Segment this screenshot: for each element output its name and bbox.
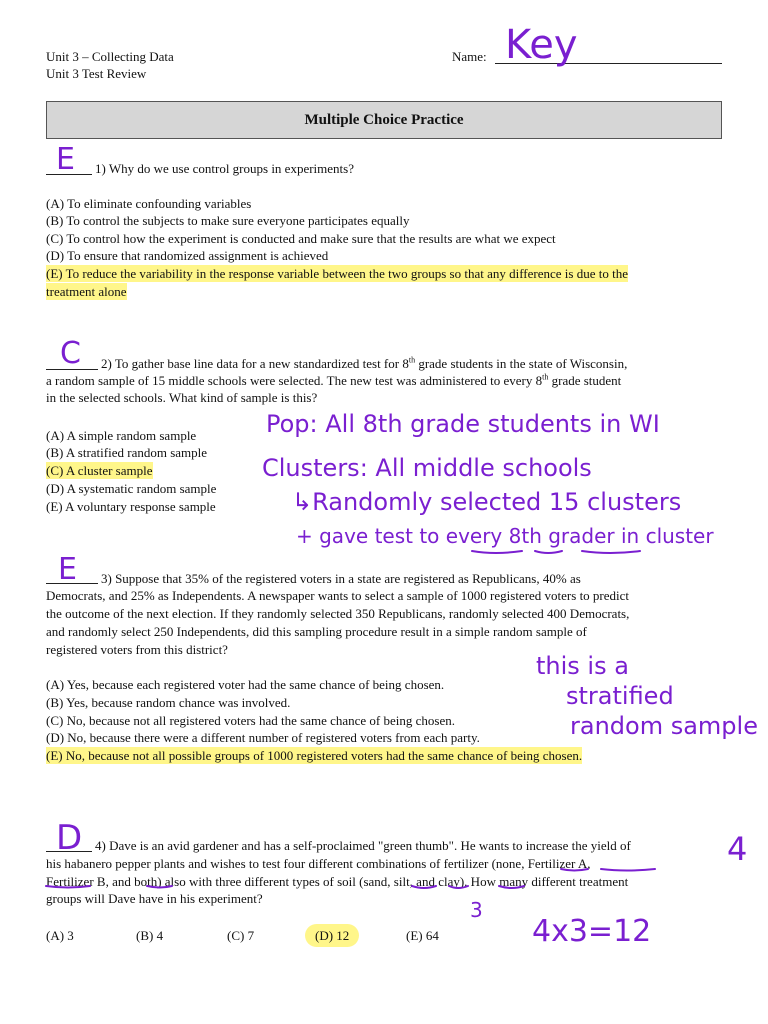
q2-note-gave-test: + gave test to every 8th grader in cluster [296,524,714,548]
q1-option-e-cont: treatment alone [46,284,127,299]
q4-note-product: 4x3=12 [532,914,652,949]
q4-option-b: (B) 4 [136,928,164,943]
q2-question-line-2: a random sample of 15 middle schools were selected. The new test was administered to every 8th grade student [46,372,622,388]
q2-note-population: Pop: All 8th grade students in WI [266,410,660,438]
section-header-box [46,101,722,139]
q2-note-random: ↳Randomly selected 15 clusters [292,488,682,516]
q4-option-a: (A) 3 [46,928,74,943]
q4-option-d: (D) 12 [305,924,359,947]
q1-question: 1) Why do we use control groups in experiments? [95,161,354,176]
q3-question-line-4: and randomly select 250 Independents, did this sampling procedure result in a simple random sample of [46,624,587,639]
q3-option-c: (C) No, because not all registered voters had the same chance of being chosen. [46,713,455,728]
q2-option-d: (D) A systematic random sample [46,481,217,496]
q2-option-a: (A) A simple random sample [46,428,197,443]
name-label: Name: [452,49,487,64]
underline-8th [535,551,562,553]
q4-question-line-2: his habanero pepper plants and wishes to test four different combinations of fertilizer (none, Fertilizer A, [46,856,591,871]
q3-option-d: (D) No, because there were a different number of registered voters from each party. [46,730,480,745]
name-handwritten: Key [505,22,578,68]
q3-answer: E [58,552,77,587]
q4-note-four: 4 [727,830,748,868]
q4-question-line-4: groups will Dave have in his experiment? [46,891,263,906]
underline-fertilizer-a [601,869,655,871]
q3-option-a: (A) Yes, because each registered voter had the same chance of being chosen. [46,677,445,692]
test-subtitle: Unit 3 Test Review [46,66,147,81]
q2-answer: C [60,336,81,371]
q3-option-b: (B) Yes, because random chance was involved. [46,695,291,710]
underline-every [472,551,522,553]
q4-option-e: (E) 64 [406,928,439,943]
q2-note-clusters: Clusters: All middle schools [262,454,592,482]
q3-question-line-3: the outcome of the next election. If they randomly selected 350 Republicans, randomly selected 400 Democrats, [46,606,630,621]
q4-question-line-1: 4) Dave is an avid gardener and has a self-proclaimed "green thumb". He wants to increase the yield of [95,838,631,853]
section-title: Multiple Choice Practice [304,112,464,128]
q3-note-line-2: stratified [566,682,674,710]
q4-option-c: (C) 7 [227,928,255,943]
q2-option-c: (C) A cluster sample [46,463,153,478]
q1-option-d: (D) To ensure that randomized assignment is achieved [46,248,329,263]
q1-answer: E [56,142,75,177]
q3-question-line-1: 3) Suppose that 35% of the registered voters in a state are registered as Republicans, 40% as [101,571,581,586]
underline-grader [582,551,640,553]
q2-option-b: (B) A stratified random sample [46,445,208,460]
q4-question-line-3: Fertilizer B, and both) also with three different types of soil (sand, silt, and clay). How many different treatment [46,874,629,889]
q1-option-e: (E) To reduce the variability in the response variable between the two groups so that any difference is due to the [46,266,628,281]
q3-note-line-3: random sample [570,712,758,740]
q3-note-line-1: this is a [536,652,629,680]
q1-option-b: (B) To control the subjects to make sure everyone participates equally [46,213,410,228]
q3-question-line-2: Democrats, and 25% as Independents. A newspaper wants to select a sample of 1000 registered voters to predict [46,588,630,603]
q1-option-a: (A) To eliminate confounding variables [46,196,252,211]
q1-option-c: (C) To control how the experiment is conducted and make sure that the results are what we expect [46,231,556,246]
q4-answer: D [56,818,83,858]
q2-question-line-1: 2) To gather base line data for a new standardized test for 8th grade students in the state of Wisconsin, [101,355,628,371]
q3-question-line-5: registered voters from this district? [46,642,228,657]
q2-question-line-3: in the selected schools. What kind of sample is this? [46,390,318,405]
q4-note-three: 3 [470,898,483,922]
q3-option-e: (E) No, because not all possible groups of 1000 registered voters had the same chance of being chosen. [46,748,583,763]
q2-option-e: (E) A voluntary response sample [46,499,216,514]
unit-title: Unit 3 – Collecting Data [46,49,174,64]
